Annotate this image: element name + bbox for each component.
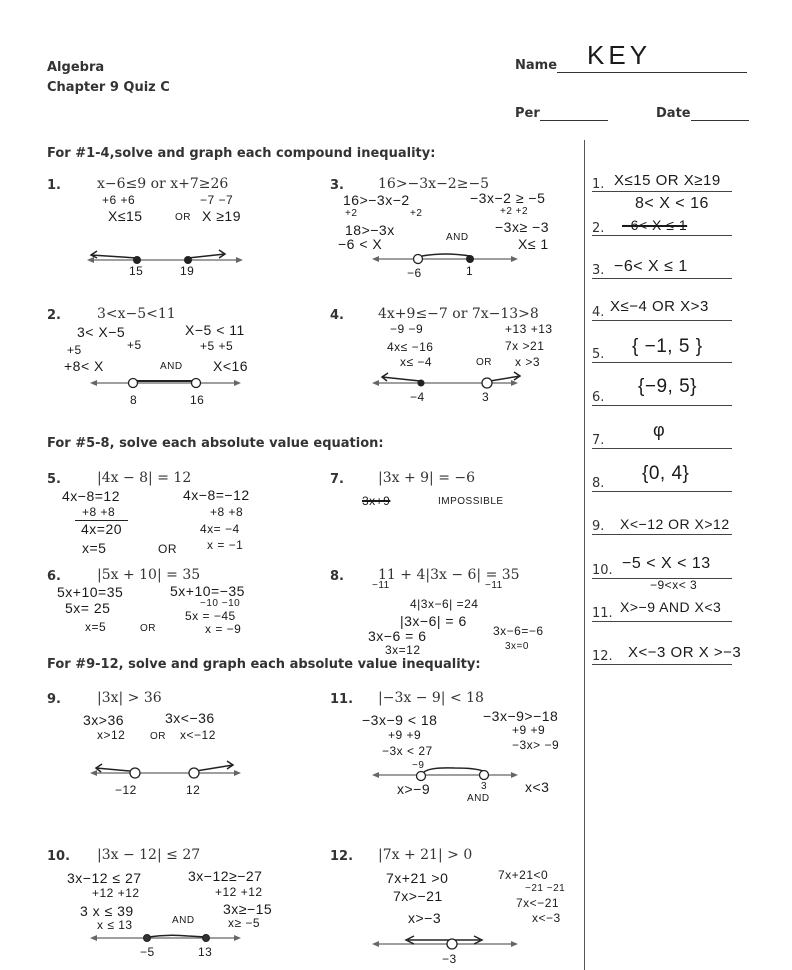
answer-blank-12[interactable] bbox=[592, 664, 732, 665]
graph-label: 1 bbox=[466, 264, 474, 278]
number-line-graph bbox=[85, 245, 245, 285]
name-value: KEY bbox=[587, 40, 652, 70]
work-line: X≤15 bbox=[108, 208, 143, 224]
problem-number: 10. bbox=[47, 849, 71, 864]
graph-label: 3 bbox=[482, 390, 490, 404]
work-line: x=5 bbox=[85, 620, 107, 634]
period-field[interactable] bbox=[515, 102, 608, 121]
work-line: x<−12 bbox=[180, 728, 216, 742]
work-line: +8< X bbox=[64, 358, 104, 374]
graph-label: 12 bbox=[186, 783, 201, 797]
work-line: +8 +8 bbox=[82, 505, 116, 519]
work-line: 4x= −4 bbox=[200, 522, 240, 536]
work-line: x>12 bbox=[97, 728, 126, 742]
work-line: AND bbox=[446, 232, 469, 243]
graph-label: 19 bbox=[180, 264, 195, 278]
work-line: +5 bbox=[127, 338, 142, 352]
work-line: 5x+10=−35 bbox=[170, 583, 245, 599]
answer-number: 11. bbox=[592, 606, 613, 621]
work-line: +2 bbox=[345, 208, 358, 219]
work-line: −11 bbox=[372, 580, 390, 591]
work-line: OR bbox=[476, 357, 492, 368]
answer-value: { −1, 5 } bbox=[632, 336, 703, 357]
answer-value: {0, 4} bbox=[642, 463, 690, 484]
quiz-title: Chapter 9 Quiz C bbox=[47, 80, 170, 95]
problem-number: 11. bbox=[330, 692, 354, 707]
answer-number: 6. bbox=[592, 390, 605, 405]
answer-number: 10. bbox=[592, 563, 613, 578]
work-line: AND bbox=[172, 915, 195, 926]
graph-label: −4 bbox=[410, 390, 425, 404]
work-line: OR bbox=[150, 731, 166, 742]
answer-number: 1. bbox=[592, 177, 605, 192]
problem-equation: 16>−3x−2≥−5 bbox=[378, 176, 490, 192]
work-line: x >3 bbox=[515, 355, 541, 369]
course-title: Algebra bbox=[47, 60, 105, 75]
answer-value: −6< X ≤ 1 bbox=[614, 258, 688, 275]
graph-label: −5 bbox=[140, 945, 155, 959]
column-divider bbox=[584, 140, 585, 970]
answer-blank-11[interactable] bbox=[592, 621, 732, 622]
work-line: 16>−3x−2 bbox=[343, 192, 410, 208]
work-line: −3x−9>−18 bbox=[483, 708, 559, 724]
work-line: x ≤ 13 bbox=[97, 918, 133, 932]
number-line-graph bbox=[88, 765, 243, 785]
work-line: X≤ 1 bbox=[518, 236, 549, 252]
answer-blank-2[interactable] bbox=[592, 235, 732, 236]
answer-number: 7. bbox=[592, 433, 605, 448]
answer-blank-7[interactable] bbox=[592, 448, 732, 449]
work-line: +2 bbox=[410, 208, 423, 219]
work-line: −10 −10 bbox=[200, 598, 241, 609]
answer-blank-4[interactable] bbox=[592, 320, 732, 321]
work-line: x≤ −4 bbox=[400, 355, 433, 369]
graph-label: −6 bbox=[407, 266, 422, 280]
graph-label: −3 bbox=[442, 952, 457, 966]
answer-value: X≤−4 OR X>3 bbox=[610, 298, 709, 315]
work-line-crossed: 3x+9 bbox=[362, 494, 391, 508]
problem-equation: 3<x−5<11 bbox=[97, 306, 176, 322]
section-title-abs-inequality: For #9-12, solve and graph each absolute value inequality: bbox=[47, 657, 481, 672]
answer-blank-1[interactable] bbox=[592, 191, 732, 192]
answer-value: φ bbox=[653, 420, 666, 440]
work-line: −3x−2 ≥ −5 bbox=[470, 190, 546, 206]
graph-label: 13 bbox=[198, 945, 213, 959]
problem-number: 12. bbox=[330, 849, 354, 864]
graph-label: 8 bbox=[130, 393, 138, 407]
work-line: −3x−9 < 18 bbox=[362, 712, 438, 728]
problem-number: 3. bbox=[330, 178, 344, 193]
problem-number: 9. bbox=[47, 692, 61, 707]
work-line: −11 bbox=[485, 580, 503, 591]
answer-value: {−9, 5} bbox=[638, 376, 697, 397]
work-line: −3x < 27 bbox=[382, 744, 433, 758]
problem-equation: x−6≤9 or x+7≥26 bbox=[97, 176, 229, 192]
work-line: −3x≥ −3 bbox=[495, 219, 549, 235]
work-line: +5 bbox=[67, 343, 82, 357]
date-field[interactable] bbox=[656, 102, 749, 121]
work-line: −9 bbox=[412, 760, 425, 771]
answer-crossed-out: −6< X ≤ 1 bbox=[622, 217, 688, 233]
work-line: x>−9 bbox=[397, 781, 431, 797]
answer-value: X<−12 OR X>12 bbox=[620, 516, 730, 532]
work-line: OR bbox=[140, 623, 156, 634]
work-line: +13 +13 bbox=[505, 322, 553, 336]
work-line: +12 +12 bbox=[92, 886, 140, 900]
number-line-graph bbox=[370, 247, 520, 277]
work-line: +9 +9 bbox=[512, 723, 546, 737]
number-line-graph bbox=[370, 375, 520, 395]
work-line: +8 +8 bbox=[210, 505, 244, 519]
problem-equation: |4x − 8| = 12 bbox=[97, 470, 192, 486]
problem-equation: |5x + 10| = 35 bbox=[97, 567, 201, 583]
work-line: 5x = −45 bbox=[185, 609, 236, 623]
work-line: OR bbox=[158, 542, 177, 556]
answer-blank-8[interactable] bbox=[592, 491, 732, 492]
work-line: 4|3x−6| =24 bbox=[410, 597, 479, 611]
answer-note: −9<x< 3 bbox=[650, 578, 698, 592]
answer-number: 9. bbox=[592, 519, 605, 534]
section-title-abs-equation: For #5-8, solve each absolute value equation: bbox=[47, 436, 384, 451]
work-line: 3x>36 bbox=[83, 712, 125, 728]
problem-number: 2. bbox=[47, 308, 61, 323]
name-label: Name bbox=[515, 58, 558, 73]
answer-number: 5. bbox=[592, 347, 605, 362]
work-line: 7x+21<0 bbox=[498, 868, 549, 882]
number-line-graph bbox=[88, 375, 243, 395]
work-line: x = −9 bbox=[205, 622, 242, 636]
answer-value: X<−3 OR X >−3 bbox=[628, 644, 742, 661]
problem-number: 8. bbox=[330, 569, 344, 584]
answer-value: X>−9 AND X<3 bbox=[620, 599, 722, 615]
answer-value: 8< X < 16 bbox=[635, 195, 709, 212]
work-line: x<3 bbox=[525, 779, 550, 795]
answer-number: 8. bbox=[592, 476, 605, 491]
answer-number: 12. bbox=[592, 649, 613, 664]
problem-equation: |3x + 9| = −6 bbox=[378, 470, 476, 486]
work-line: 7x>−21 bbox=[393, 888, 443, 904]
work-line: 3x<−36 bbox=[165, 710, 215, 726]
answer-blank-5[interactable] bbox=[592, 362, 732, 363]
work-line: 5x= 25 bbox=[65, 600, 111, 616]
work-line: 3x=0 bbox=[505, 641, 529, 652]
work-line: 3x−6 = 6 bbox=[368, 628, 427, 644]
work-line: −3x> −9 bbox=[512, 738, 560, 752]
work-line: 4x=20 bbox=[75, 520, 128, 537]
problem-equation: |3x − 12| ≤ 27 bbox=[97, 847, 201, 863]
work-line: −7 −7 bbox=[200, 193, 234, 207]
problem-number: 1. bbox=[47, 178, 61, 193]
answer-value: X≤15 OR X≥19 bbox=[614, 172, 721, 189]
per-label: Per bbox=[515, 106, 540, 121]
number-line-graph bbox=[370, 767, 520, 787]
work-line: x<−3 bbox=[532, 911, 561, 925]
answer-number: 4. bbox=[592, 305, 605, 320]
problem-equation: 4x+9≤−7 or 7x−13>8 bbox=[378, 306, 539, 322]
name-field[interactable] bbox=[515, 40, 747, 73]
answer-number: 3. bbox=[592, 263, 605, 278]
work-line: X ≥19 bbox=[202, 208, 241, 224]
work-line: +12 +12 bbox=[215, 885, 263, 899]
section-title-compound: For #1-4,solve and graph each compound inequality: bbox=[47, 146, 436, 161]
work-line: 3< X−5 bbox=[77, 324, 126, 340]
work-line: OR bbox=[175, 212, 191, 223]
work-line: 3x=12 bbox=[385, 643, 421, 657]
work-line: 4x−8=−12 bbox=[183, 487, 250, 503]
work-line: 3x−6=−6 bbox=[493, 624, 544, 638]
work-line: +5 +5 bbox=[200, 339, 234, 353]
problem-number: 6. bbox=[47, 569, 61, 584]
problem-equation: |−3x − 9| < 18 bbox=[378, 690, 484, 706]
work-line: 18>−3x bbox=[345, 222, 395, 238]
answer-blank-9[interactable] bbox=[592, 534, 732, 535]
work-line: 4x−8=12 bbox=[62, 488, 120, 504]
work-line: +9 +9 bbox=[388, 728, 422, 742]
problem-number: 5. bbox=[47, 472, 61, 487]
graph-label: −12 bbox=[115, 783, 137, 797]
work-line: 3 x ≤ 39 bbox=[80, 903, 134, 919]
problem-number: 4. bbox=[330, 308, 344, 323]
work-line: 3x≥−15 bbox=[223, 901, 273, 917]
work-line: x>−3 bbox=[408, 910, 442, 926]
work-line: x = −1 bbox=[207, 538, 244, 552]
work-line: AND bbox=[467, 793, 490, 804]
work-line: |3x−6| = 6 bbox=[400, 613, 467, 629]
answer-blank-6[interactable] bbox=[592, 405, 732, 406]
number-line-graph bbox=[88, 930, 243, 950]
work-line: x=5 bbox=[82, 540, 107, 556]
work-line: 7x<−21 bbox=[516, 896, 560, 910]
work-line: 3x−12≥−27 bbox=[188, 868, 263, 884]
problem-number: 7. bbox=[330, 472, 344, 487]
work-line: 7x+21 >0 bbox=[386, 870, 449, 886]
work-line: IMPOSSIBLE bbox=[438, 496, 504, 507]
work-line: +6 +6 bbox=[102, 193, 136, 207]
work-line: +2 +2 bbox=[500, 206, 529, 217]
work-line: X−5 < 11 bbox=[185, 322, 245, 338]
work-line: 4x≤ −16 bbox=[387, 340, 434, 354]
work-line: AND bbox=[160, 361, 183, 372]
answer-blank-3[interactable] bbox=[592, 278, 732, 279]
work-line: X<16 bbox=[213, 358, 249, 374]
problem-equation: 11 + 4|3x − 6| = 35 bbox=[378, 567, 520, 583]
graph-label: 3 bbox=[481, 781, 488, 792]
work-line: −21 −21 bbox=[525, 883, 566, 894]
work-line: 3x−12 ≤ 27 bbox=[67, 870, 142, 886]
date-label: Date bbox=[656, 106, 691, 121]
work-line: x≥ −5 bbox=[228, 916, 261, 930]
graph-label: 15 bbox=[129, 264, 144, 278]
problem-equation: |3x| > 36 bbox=[97, 690, 162, 706]
work-line: −6 < X bbox=[338, 236, 383, 252]
work-line: 7x >21 bbox=[505, 339, 545, 353]
work-line: 5x+10=35 bbox=[57, 584, 124, 600]
work-line: −9 −9 bbox=[390, 322, 424, 336]
graph-label: 16 bbox=[190, 393, 205, 407]
problem-equation: |7x + 21| > 0 bbox=[378, 847, 473, 863]
answer-number: 2. bbox=[592, 221, 605, 236]
answer-value: −5 < X < 13 bbox=[622, 555, 711, 572]
